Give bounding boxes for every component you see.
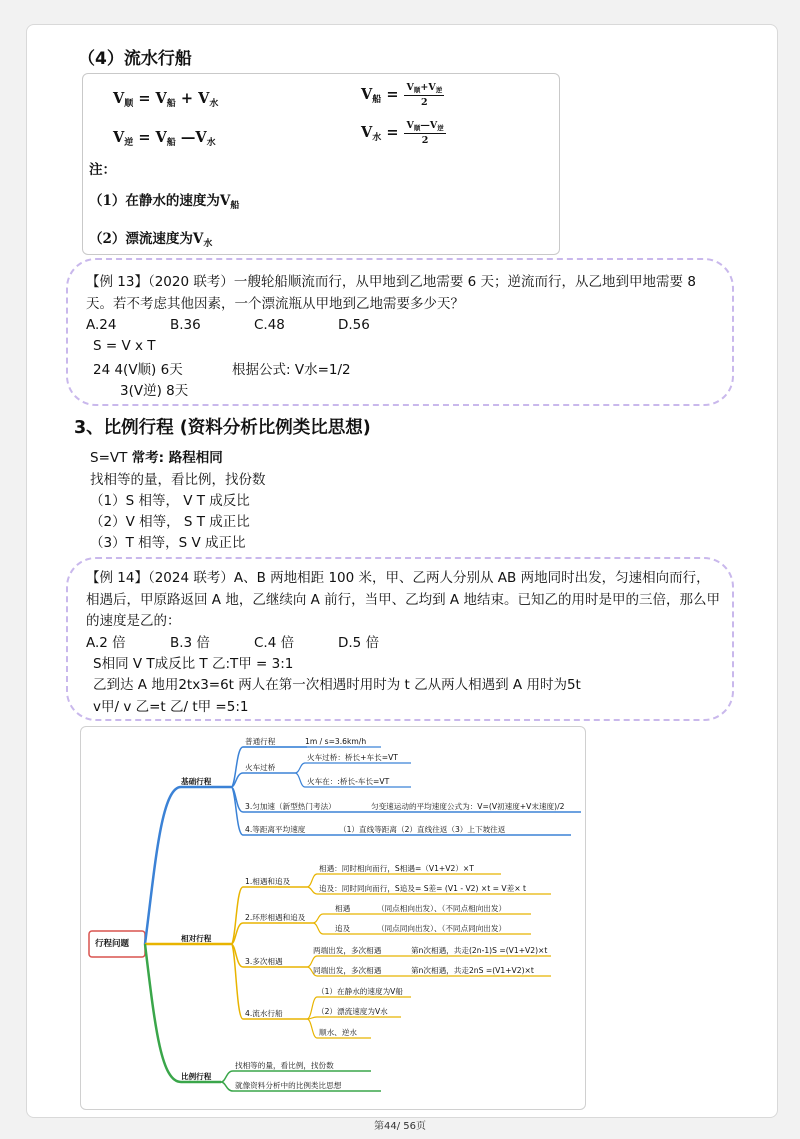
node-ratio-analogy: 就像资料分析中的比例类比思想 [235, 1081, 342, 1090]
page-number: 第44/ 56页 [374, 1121, 426, 1132]
branch-ratio-connector [145, 944, 221, 1082]
example-14-option-c: C.4 倍 [254, 635, 295, 651]
node-same-end-start: 同端出发，多次相遇 [313, 966, 382, 975]
note-still-water: （1）在静水的速度为$V_船$ [89, 193, 240, 211]
node-find-equal: 找相等的量，看比例，找份数 [235, 1061, 334, 1070]
node-ring-meet-detail: （同点相向出发）、（不同点相向出发） [377, 904, 507, 913]
branch-basic-connector [145, 787, 231, 944]
node-ring-meet: 相遇 [335, 904, 351, 913]
example-14-line-1: 【例 14】（2024 联考）A、B 两地相距 100 米，甲、乙两人分别从 AB 两地同时出发，匀速相向而行， [86, 570, 710, 586]
example-14-line-3: 的速度是乙的： [86, 613, 181, 629]
node-still-water-speed: （1）在静水的速度为V船 [317, 987, 403, 996]
node-ring-meet-chase: 2.环形相遇和追及 [245, 913, 306, 922]
example-13-work-3: 3(V逆) 8天 [120, 383, 189, 399]
node-ring-chase: 追及 [335, 924, 351, 933]
node-down-upstream: 顺水、逆水 [319, 1028, 357, 1037]
node-meet-chase: 1.相遇和追及 [245, 877, 291, 886]
node-train-bridge-a: 火车过桥：桥长+车长=VT [307, 753, 398, 762]
example-14-option-d: D.5 倍 [338, 635, 380, 651]
node-drift-speed: （2）漂流速度为V水 [317, 1007, 388, 1016]
node-two-end-formula: 第n次相遇，共走(2n-1)S =(V1+V2)×t [411, 946, 548, 955]
example-13-work-formula: 根据公式: V水=1/2 [232, 362, 351, 378]
mind-map [80, 726, 586, 1110]
node-equal-distance-avg: 4.等距离平均速度 [245, 825, 306, 834]
node-same-end-formula: 第n次相遇，共走2nS =(V1+V2)×t [411, 966, 534, 975]
note-label: 注： [89, 162, 116, 178]
node-ordinary-travel: 普通行程 [245, 737, 276, 746]
formula-v-water: $V_水$ = $\frac{V_顺—V_逆}{2}$ [361, 120, 444, 146]
node-uniform-acceleration-formula: 匀变速运动的平均速度公式为：V=(V初速度+V末速度)/2 [371, 802, 565, 811]
formula-v-upstream: $V_逆 = V_船$ $—V_水$ [113, 129, 216, 148]
section-heading-proportional-travel: 3、比例行程 (资料分析比例类比思想) [74, 418, 371, 438]
example-13-line-2: 天。若不考虑其他因素，一个漂流瓶从甲地到乙地需要多少天？ [86, 296, 464, 312]
example-14-option-a: A.2 倍 [86, 635, 126, 651]
example-13-work-1: S = V x T [93, 338, 156, 354]
section-3-line-1: 找相等的量，看比例，找份数 [90, 472, 266, 488]
example-13-option-b: B.36 [170, 317, 201, 333]
section-3-line-3: （2）V 相等， S T 成正比 [90, 514, 250, 530]
example-14-work-3: v甲/ v 乙=t 乙/ t甲 =5:1 [93, 699, 249, 715]
example-14-line-2: 相遇后，甲原路返回 A 地，乙继续向 A 前行，当甲、乙均到 A 地结束。已知乙的用时是甲的三倍，那么甲 [86, 592, 720, 608]
root-node-label: 行程问题 [95, 939, 130, 949]
node-meet-formula: 相遇：同时相向而行，S相遇=（V1+V2）×T [319, 864, 474, 873]
branch-relative-label: 相对行程 [181, 934, 212, 943]
example-13-work-2: 24 4(V顺) 6天 [93, 362, 183, 378]
node-multiple-meet: 3.多次相遇 [245, 957, 283, 966]
node-train-bridge: 火车过桥 [245, 763, 276, 772]
example-13-line-1: 【例 13】（2020 联考）一艘轮船顺流而行，从甲地到乙地需要 6 天；逆流而行，从乙地到甲地需要 8 [86, 274, 696, 290]
node-uniform-acceleration: 3.匀加速（新型热门考法） [245, 802, 336, 811]
node-two-end-start: 两端出发，多次相遇 [313, 946, 382, 955]
section-heading-flowing-water: （4）流水行船 [78, 49, 192, 69]
branch-ratio-label: 比例行程 [181, 1072, 212, 1081]
example-13-option-a: A.24 [86, 317, 117, 333]
node-flowing-water: 4.流水行船 [245, 1009, 283, 1018]
example-14-work-2: 乙到达 A 地用2tx3=6t 两人在第一次相遇时用时为 t 乙从两人相遇到 A 用时为5t [93, 677, 581, 693]
example-14-work-1: S相同 V T成反比 T 乙:T甲 = 3:1 [93, 656, 294, 672]
node-chase-formula: 追及：同时同向而行，S追及= S差= (V1 - V2) ×t = V差× t [319, 884, 526, 893]
node-ring-chase-detail: （同点同向出发）、（不同点同向出发） [377, 924, 507, 933]
example-13-option-d: D.56 [338, 317, 370, 333]
note-drift-speed: （2）漂流速度为$V_水$ [89, 231, 213, 249]
node-equal-distance-avg-value: （1）直线等距离（2）直线往返（3）上下坡往返 [339, 825, 506, 834]
formula-box [82, 73, 560, 255]
formula-v-boat: $V_船$ = $\frac{V_顺+V_逆}{2}$ [361, 82, 443, 108]
section-3-subtitle: S=VT 常考: 路程相同 [90, 450, 223, 466]
section-3-line-4: （3）T 相等，S V 成正比 [90, 535, 246, 551]
node-train-bridge-b: 火车在：:桥长-车长=VT [307, 777, 390, 786]
example-14-option-b: B.3 倍 [170, 635, 210, 651]
example-13-option-c: C.48 [254, 317, 285, 333]
node-ordinary-travel-value: 1m / s=3.6km/h [305, 737, 367, 746]
formula-v-downstream: $V_顺 = V_船 + V_水$ [113, 90, 219, 109]
branch-basic-label: 基础行程 [181, 777, 212, 786]
section-3-line-2: （1）S 相等， V T 成反比 [90, 493, 250, 509]
